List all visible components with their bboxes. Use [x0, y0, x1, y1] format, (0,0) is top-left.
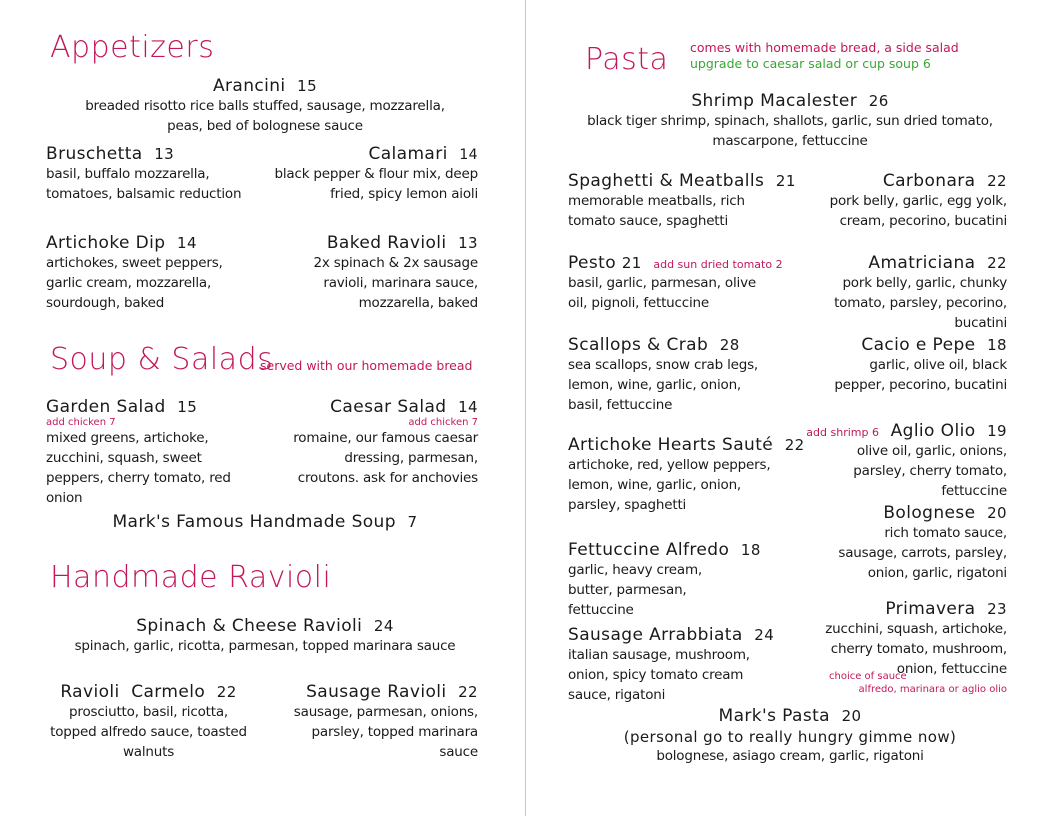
- item-name: Spinach & Cheese Ravioli: [136, 616, 363, 636]
- item-name: Sausage Arrabbiata: [568, 625, 743, 645]
- item-name: Bolognese: [883, 503, 976, 523]
- item-description: prosciutto, basil, ricotta, topped alfredo sauce, toasted walnuts: [50, 704, 247, 760]
- item-name: Baked Ravioli: [326, 233, 447, 253]
- item-description: basil, garlic, parmesan, olive oil, pignoli, fettuccine: [568, 275, 756, 311]
- menu-item-bruschetta: [46, 144, 246, 204]
- item-price: 22: [458, 683, 478, 701]
- item-name: Mark's Pasta: [718, 706, 830, 726]
- item-description: olive oil, garlic, onions, parsley, cherry tomato, fettuccine: [853, 443, 1007, 499]
- item-name: Artichoke Hearts Sauté: [568, 435, 774, 455]
- ravioli-heading: Handmade Ravioli: [50, 560, 332, 595]
- item-addon: add chicken 7: [46, 417, 116, 428]
- item-description: pork belly, garlic, chunky tomato, parsley, pecorino, bucatini: [834, 275, 1007, 331]
- item-price: 14: [459, 147, 478, 163]
- menu-item-artichoke-hearts: [568, 435, 805, 515]
- item-name: Aglio Olio: [890, 421, 976, 441]
- item-description: pork belly, garlic, egg yolk, cream, pecorino, bucatini: [829, 193, 1007, 229]
- item-subtitle: (personal go to really hungry gimme now): [623, 728, 957, 746]
- pasta-note-upgrade: upgrade to caesar salad or cup soup 6: [690, 56, 931, 71]
- pasta-note-bread: comes with homemade bread, a side salad: [690, 40, 959, 55]
- item-price: 15: [177, 398, 198, 416]
- item-description: zucchini, squash, artichoke, cherry tomato, mushroom, onion, fettuccine: [825, 621, 1007, 677]
- menu-item-primavera: [805, 599, 1007, 679]
- item-price: 20: [987, 504, 1007, 522]
- item-price: 22: [784, 436, 805, 454]
- item-name: Scallops & Crab: [568, 335, 709, 355]
- menu-item-ravioli-carmelo: [46, 682, 251, 762]
- item-price: 18: [987, 336, 1007, 354]
- item-description: bolognese, asiago cream, garlic, rigatoni: [656, 748, 924, 764]
- item-description: garlic, heavy cream, butter, parmesan, fettuccine: [568, 562, 702, 618]
- item-description: garlic, olive oil, black pepper, pecorino, bucatini: [834, 357, 1007, 393]
- menu-item-sausage-ravioli: [272, 682, 478, 762]
- menu-item-arancini: [40, 76, 490, 136]
- item-addon: add sun dried tomato 2: [653, 258, 783, 271]
- item-price: 13: [458, 234, 478, 252]
- item-price: 24: [754, 626, 775, 644]
- item-description: artichoke, red, yellow peppers, lemon, wine, garlic, onion, parsley, spaghetti: [568, 457, 771, 513]
- menu-item-calamari: [270, 144, 478, 204]
- item-description: italian sausage, mushroom, onion, spicy tomato cream sauce, rigatoni: [568, 647, 750, 703]
- item-name: Carbonara: [882, 171, 976, 191]
- item-price: 24: [373, 617, 394, 635]
- item-name: Shrimp Macalester: [691, 91, 858, 111]
- item-description: breaded risotto rice balls stuffed, sausage, mozzarella, peas, bed of bolognese sauce: [85, 98, 445, 134]
- item-description: mixed greens, artichoke, zucchini, squash, sweet peppers, cherry tomato, red onion: [46, 430, 231, 506]
- item-name: Calamari: [368, 144, 448, 164]
- item-description: basil, buffalo mozzarella, tomatoes, balsamic reduction: [46, 166, 242, 202]
- item-name: Primavera: [885, 599, 976, 619]
- item-price: 22: [216, 683, 237, 701]
- pasta-heading: Pasta: [585, 42, 669, 77]
- menu-item-spaghetti-meatballs: [568, 171, 796, 231]
- menu-item-baked-ravioli: [270, 233, 478, 313]
- item-name: Fettuccine Alfredo: [568, 540, 730, 560]
- item-price: 7: [407, 513, 418, 531]
- menu-item-sausage-arrabbiata: [568, 625, 783, 705]
- item-price: 22: [987, 172, 1007, 190]
- item-price: 20: [841, 707, 862, 725]
- soup-salads-note: served with our homemade bread: [260, 358, 473, 373]
- menu-item-amatriciana: [800, 253, 1007, 333]
- menu-item-soup: [40, 512, 490, 532]
- menu-item-artichoke-dip: [46, 233, 236, 313]
- item-name: Spaghetti & Meatballs: [568, 171, 765, 191]
- item-name: Cacio e Pepe: [861, 335, 976, 355]
- item-description: rich tomato sauce, sausage, carrots, parsley, onion, garlic, rigatoni: [838, 525, 1007, 581]
- menu-item-garden-salad: [46, 397, 261, 508]
- page-divider: [525, 0, 526, 816]
- item-price: 14: [177, 234, 197, 252]
- item-description: black pepper & flour mix, deep fried, spicy lemon aioli: [274, 166, 478, 202]
- menu-item-marks-pasta: [580, 706, 1000, 766]
- item-price: 21: [621, 254, 642, 272]
- item-name: Artichoke Dip: [46, 233, 166, 253]
- item-name: Bruschetta: [46, 144, 143, 164]
- item-name: Pesto: [568, 253, 617, 273]
- menu-item-bolognese: [822, 503, 1007, 583]
- item-name: Sausage Ravioli: [306, 682, 447, 702]
- item-name: Amatriciana: [868, 253, 976, 273]
- item-price: 19: [987, 422, 1007, 440]
- menu-item-spinach-ravioli: [40, 616, 490, 656]
- item-price: 21: [775, 172, 796, 190]
- item-name: Garden Salad: [46, 397, 166, 417]
- item-name: Arancini: [212, 76, 286, 96]
- menu-item-shrimp-macalester: [580, 91, 1000, 151]
- item-description: 2x spinach & 2x sausage ravioli, marinara sauce, mozzarella, baked: [313, 255, 478, 311]
- menu-item-fettuccine-alfredo: [568, 540, 778, 620]
- menu-item-pesto: [568, 253, 793, 313]
- item-name: Ravioli Carmelo: [60, 682, 206, 702]
- item-description: memorable meatballs, rich tomato sauce, spaghetti: [568, 193, 745, 229]
- item-name: Caesar Salad: [330, 397, 447, 417]
- item-price: 15: [297, 77, 318, 95]
- sauce-choice-label: choice of sauce: [829, 671, 907, 682]
- menu-item-caesar-salad: [280, 397, 478, 488]
- soup-salads-heading: Soup & Salads: [50, 342, 274, 377]
- menu-item-cacio-e-pepe: [815, 335, 1007, 395]
- item-description: romaine, our famous caesar dressing, parmesan, croutons. ask for anchovies: [293, 430, 478, 486]
- sauce-choice-options: alfredo, marinara or aglio olio: [858, 684, 1007, 695]
- item-description: sausage, parmesan, onions, parsley, topped marinara sauce: [293, 704, 478, 760]
- item-price: 13: [154, 145, 175, 163]
- item-description: black tiger shrimp, spinach, shallots, garlic, sun dried tomato, mascarpone, fettuccine: [587, 113, 993, 149]
- appetizers-heading: Appetizers: [50, 30, 215, 65]
- item-addon: add shrimp 6: [806, 426, 879, 439]
- item-price: 26: [868, 92, 889, 110]
- item-price: 22: [987, 254, 1007, 272]
- menu-item-aglio-olio: [805, 421, 1007, 501]
- item-addon: add chicken 7: [408, 417, 478, 428]
- item-name: Mark's Famous Handmade Soup: [112, 512, 396, 532]
- item-description: spinach, garlic, ricotta, parmesan, topped marinara sauce: [74, 638, 456, 654]
- item-price: 28: [719, 336, 740, 354]
- item-price: 14: [458, 398, 478, 416]
- menu-item-carbonara: [820, 171, 1007, 231]
- item-description: sea scallops, snow crab legs, lemon, wine, garlic, onion, basil, fettuccine: [568, 357, 759, 413]
- item-price: 18: [740, 541, 761, 559]
- menu-item-scallops-crab: [568, 335, 778, 415]
- item-description: artichokes, sweet peppers, garlic cream, mozzarella, sourdough, baked: [46, 255, 223, 311]
- item-price: 23: [987, 600, 1007, 618]
